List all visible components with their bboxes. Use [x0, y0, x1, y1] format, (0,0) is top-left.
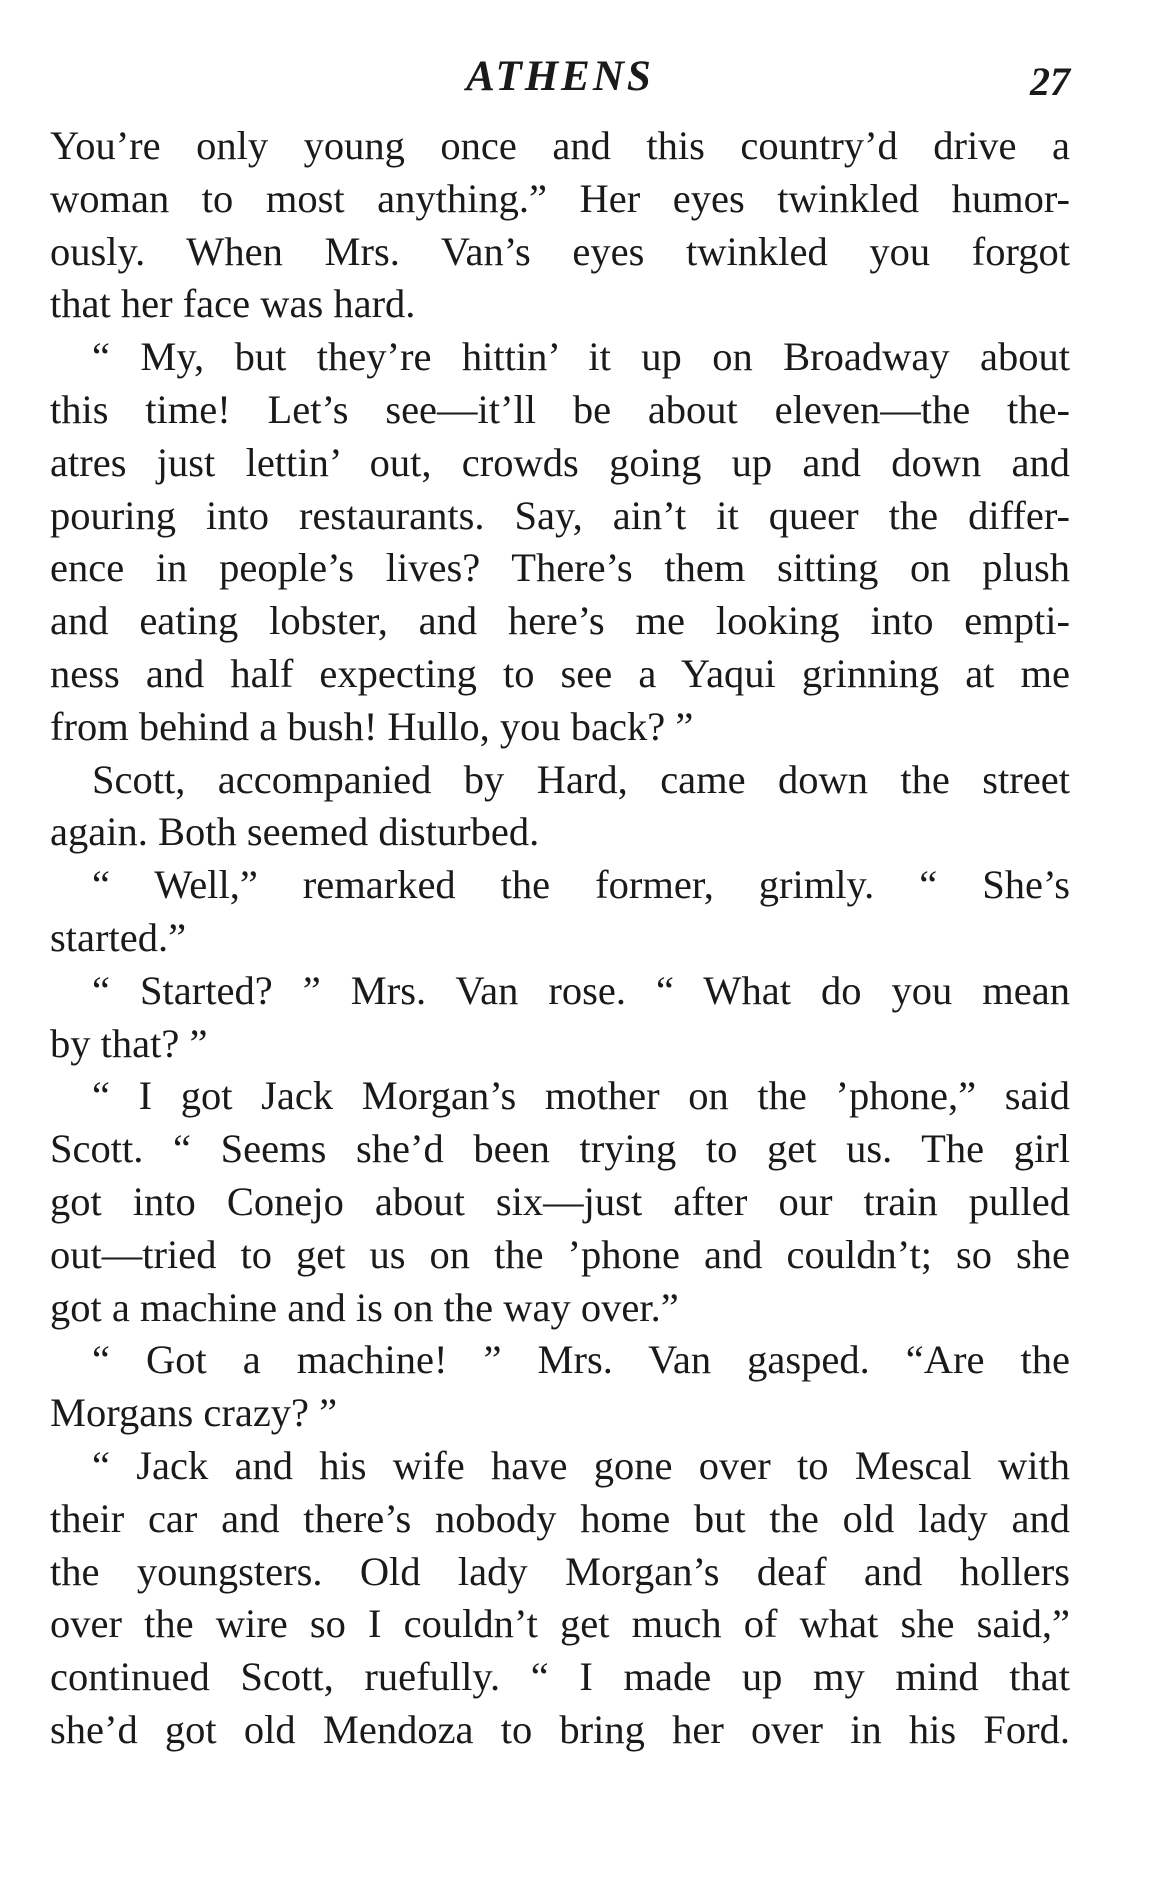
text-line: out—tried to get us on the ’phone and couldn’t; so she [50, 1231, 1070, 1277]
text-line: “ Well,” remarked the former, grimly. “ She’s [92, 862, 1070, 908]
text-line: she’d got old Mendoza to bring her over in his Ford. [50, 1706, 1070, 1752]
book-page [50, 40, 1070, 1757]
text-line: pouring into restaurants. Say, ain’t it queer the differ- [50, 492, 1070, 538]
text-line: from behind a bush! Hullo, you back? ” [50, 703, 694, 749]
text-line: by that? ” [50, 1020, 208, 1066]
running-title: ATHENS [466, 53, 654, 100]
text-line: “ Jack and his wife have gone over to Mescal with [92, 1442, 1070, 1488]
text-line: Scott. “ Seems she’d been trying to get us. The girl [50, 1126, 1070, 1172]
text-line: that her face was hard. [50, 281, 416, 327]
text-line: You’re only young once and this country’d drive a [50, 123, 1070, 168]
text-line: woman to most anything.” Her eyes twinkled humor- [50, 175, 1070, 221]
text-line: “ My, but they’re hittin’ it up on Broadway about [92, 334, 1070, 380]
text-line: the youngsters. Old lady Morgan’s deaf and hollers [50, 1548, 1070, 1594]
body-text [50, 120, 1070, 1757]
running-head [50, 40, 1070, 110]
text-line: “ Started? ” Mrs. Van rose. “ What do you mean [92, 967, 1070, 1013]
text-line: ness and half expecting to see a Yaqui grinning at me [50, 650, 1070, 696]
text-line: got into Conejo about six—just after our train pulled [50, 1178, 1070, 1224]
page-number: 27 [1030, 59, 1070, 104]
text-line: ence in people’s lives? There’s them sitting on plush [50, 545, 1070, 591]
text-line: ously. When Mrs. Van’s eyes twinkled you forgot [50, 228, 1070, 274]
text-line: over the wire so I couldn’t get much of what she said,” [50, 1601, 1070, 1647]
text-line: and eating lobster, and here’s me looking into empti- [50, 598, 1070, 644]
text-line: atres just lettin’ out, crowds going up and down and [50, 439, 1070, 485]
text-line: their car and there’s nobody home but the old lady and [50, 1495, 1070, 1541]
text-line: again. Both seemed disturbed. [50, 809, 540, 855]
text-line: got a machine and is on the way over.” [50, 1284, 679, 1330]
text-line: continued Scott, ruefully. “ I made up my mind that [50, 1654, 1070, 1700]
text-line: “ I got Jack Morgan’s mother on the ’phone,” said [92, 1073, 1070, 1119]
text-line: Scott, accompanied by Hard, came down the street [92, 756, 1070, 802]
text-line: this time! Let’s see—it’ll be about eleven—the the- [50, 386, 1070, 432]
text-line: started.” [50, 914, 187, 960]
text-line: Morgans crazy? ” [50, 1390, 338, 1436]
text-line: “ Got a machine! ” Mrs. Van gasped. “Are the [92, 1337, 1070, 1383]
